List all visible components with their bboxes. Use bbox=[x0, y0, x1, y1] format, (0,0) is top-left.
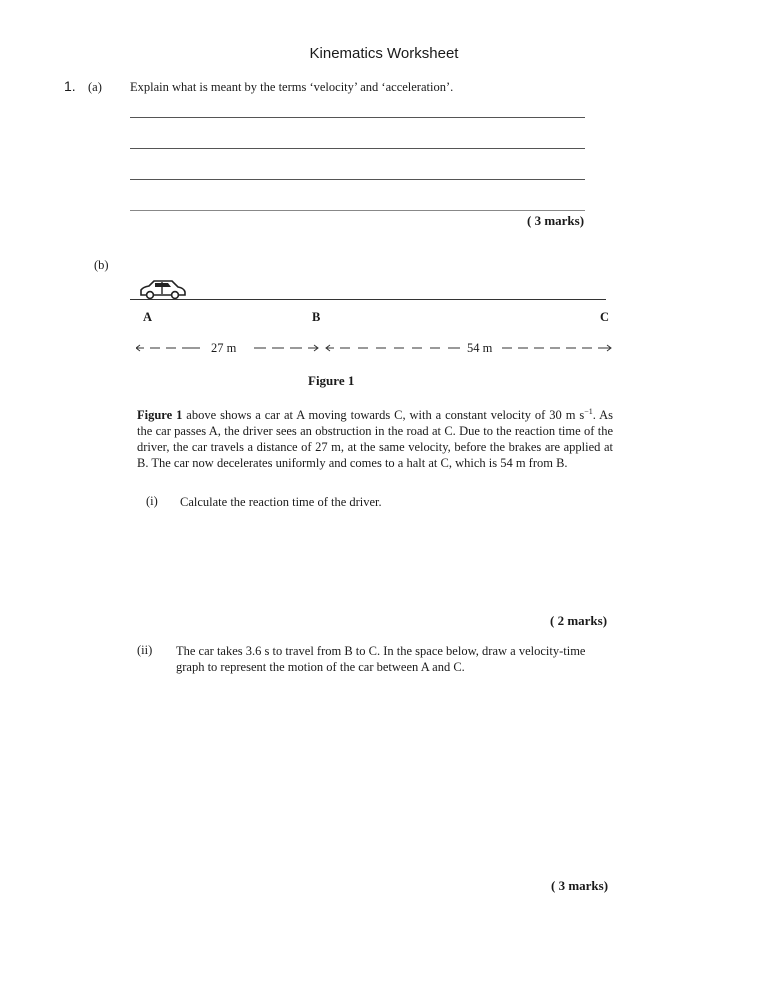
figure-reference: Figure 1 bbox=[137, 408, 183, 423]
sub-i-label: (i) bbox=[146, 494, 158, 508]
sub-ii-text: The car takes 3.6 s to travel from B to C. In the space below, draw a velocity-time graph to represent the motion of the car between A and C. bbox=[176, 644, 586, 674]
point-b-label: B bbox=[312, 310, 321, 324]
sub-i-marks: ( 2 marks) bbox=[550, 613, 608, 628]
distance-ab-label: 27 m bbox=[211, 341, 237, 355]
answer-line-1[interactable] bbox=[130, 117, 585, 118]
question-number: 1. bbox=[64, 78, 76, 94]
page-title: Kinematics Worksheet bbox=[309, 45, 459, 62]
distance-arrows bbox=[136, 340, 616, 356]
point-c-label: C bbox=[600, 310, 610, 324]
answer-line-3[interactable] bbox=[130, 179, 585, 180]
answer-line-4[interactable] bbox=[130, 210, 585, 211]
problem-paragraph bbox=[137, 404, 613, 471]
part-b-label: (b) bbox=[94, 258, 109, 272]
answer-line-2[interactable] bbox=[130, 148, 585, 149]
sub-i-answer-space[interactable] bbox=[137, 522, 613, 606]
sub-ii-graph-space[interactable] bbox=[137, 690, 613, 870]
part-a-prompt: Explain what is meant by the terms ‘velocity’ and ‘acceleration’. bbox=[130, 80, 454, 94]
velocity-unit-superscript: −1 bbox=[584, 407, 593, 416]
figure-caption: Figure 1 bbox=[308, 373, 355, 388]
part-a-label: (a) bbox=[88, 80, 102, 94]
part-a-marks: ( 3 marks) bbox=[527, 213, 585, 228]
distance-bc-label: 54 m bbox=[467, 341, 493, 355]
sub-ii-label: (ii) bbox=[137, 643, 153, 657]
sub-ii-marks: ( 3 marks) bbox=[551, 878, 609, 893]
point-a-label: A bbox=[143, 310, 153, 324]
paragraph-text-1: above shows a car at A moving towards C, with a constant velocity of 30 m s bbox=[182, 408, 585, 423]
car-icon bbox=[138, 279, 188, 301]
road-line bbox=[130, 299, 606, 300]
sub-i-text: Calculate the reaction time of the driver. bbox=[180, 495, 382, 509]
paragraph-text-2: . As the car passes A, the driver sees an obstruction in the road at C. Due to the reaction time of the driver, the car travels a distance of 27 m, at the same velocity, before the brakes are applied at B. The car now decelerates uniformly and comes to a halt at C, which is 54 m from B. bbox=[137, 408, 613, 471]
